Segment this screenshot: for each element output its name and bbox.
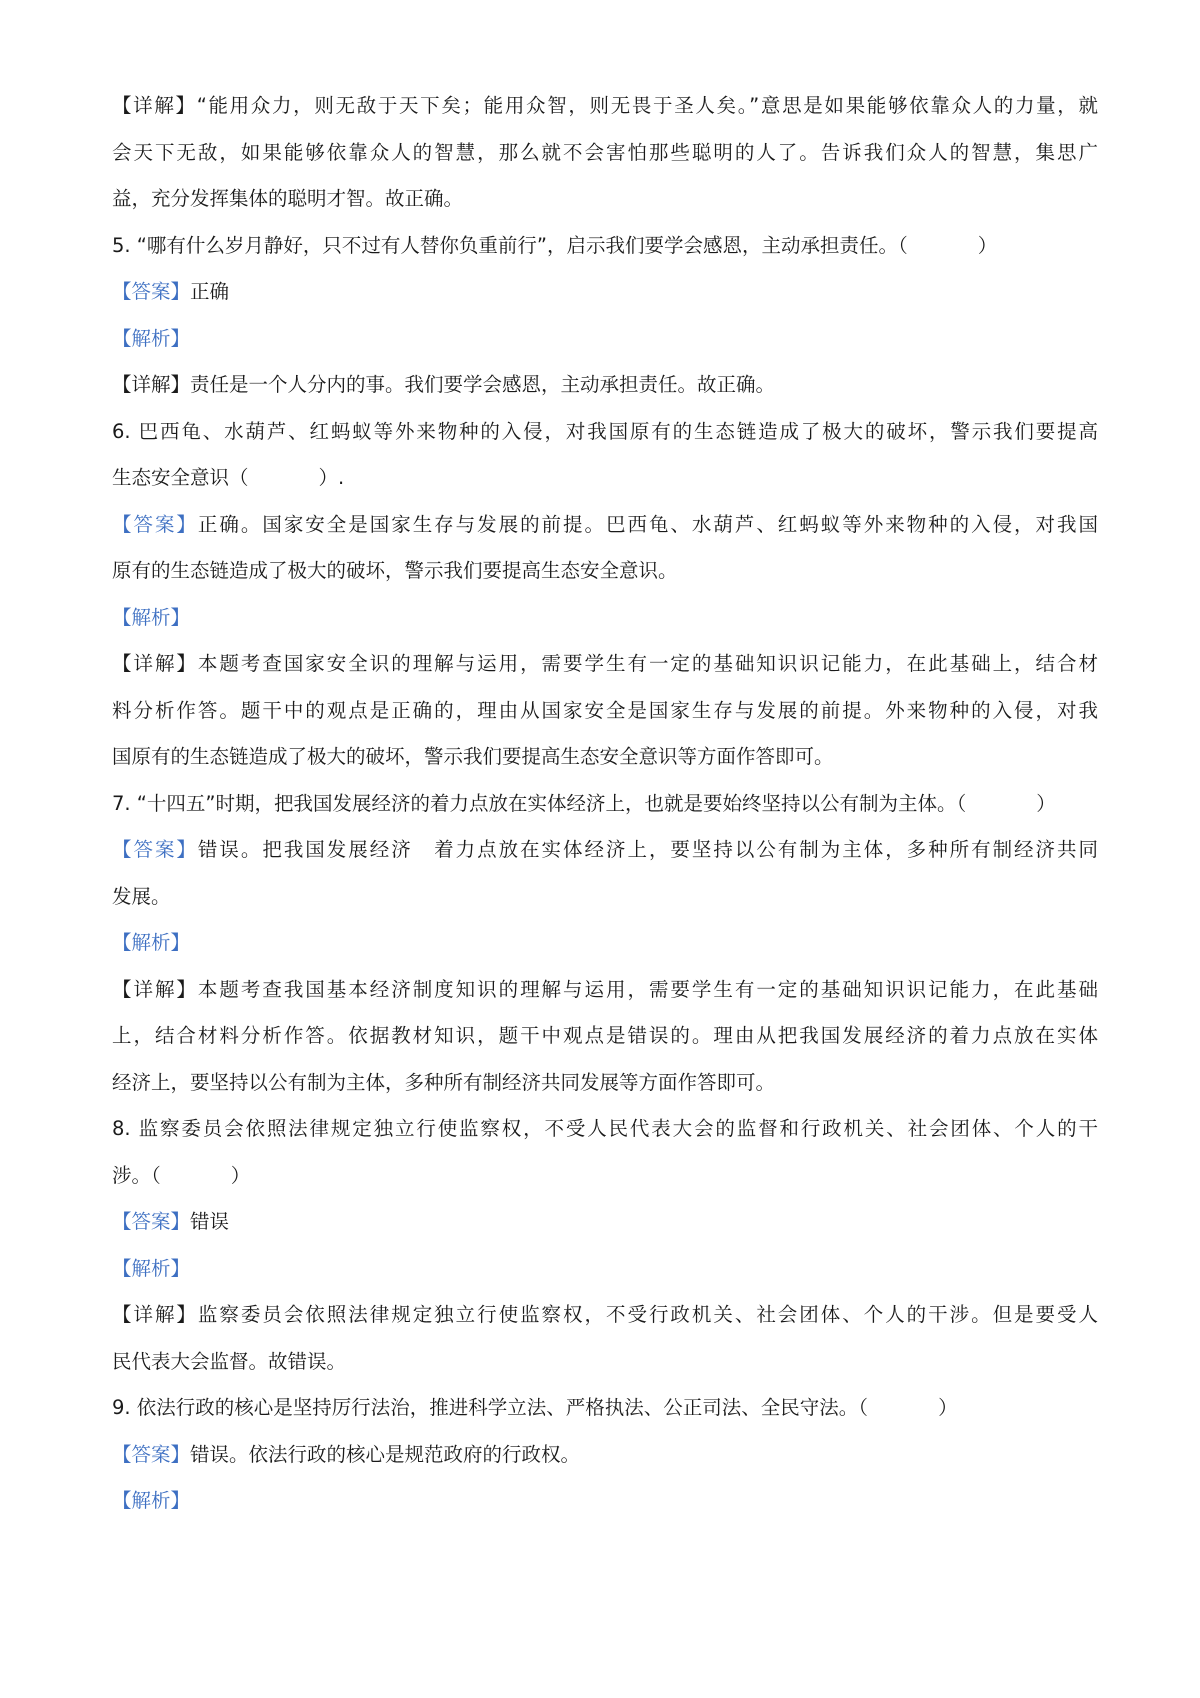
- analysis-tag: 【解析】: [112, 1257, 191, 1280]
- detail-tag: 【详解】: [112, 652, 198, 675]
- q7-question: 7. “十四五”时期，把我国发展经济的着力点放在实体经济上，也就是要始终坚持以公有制为主体。（ ）: [112, 792, 1056, 815]
- answer-tag: 【答案】: [112, 838, 198, 861]
- answer-tag: 【答案】: [112, 513, 198, 536]
- q7-analysis: [112, 929, 1098, 957]
- q6-analysis: [112, 604, 1098, 632]
- q7-answer-line-2: 发展。: [112, 885, 171, 908]
- q8-answer: 【答案】错误: [112, 1210, 230, 1233]
- answer-tag: 【答案】: [112, 1443, 191, 1466]
- q9-answer: 【答案】错误。依法行政的核心是规范政府的行政权。: [112, 1443, 581, 1466]
- q5-answer: 【答案】正确: [112, 280, 230, 303]
- q9-question: 9. 依法行政的核心是坚持厉行法治，推进科学立法、严格执法、公正司法、全民守法。（ ）: [112, 1396, 958, 1419]
- detail-tag: 【详解】: [112, 94, 197, 117]
- analysis-tag: 【解析】: [112, 931, 191, 954]
- analysis-tag: 【解析】: [112, 327, 191, 350]
- q8-question-line-2: 涉。（ ）: [112, 1164, 251, 1187]
- q7-detail-line-1: 【详解】本题考查我国基本经济制度知识的理解与运用，需要学生有一定的基础知识识记能力，在此基础: [112, 978, 1098, 1001]
- q8-detail-line-2: 民代表大会监督。故错误。: [112, 1350, 347, 1373]
- q4-detail-line-3: 益，充分发挥集体的聪明才智。故正确。: [112, 187, 464, 210]
- q6-detail-line-1: 【详解】本题考查国家安全识的理解与运用，需要学生有一定的基础知识识记能力，在此基础上，结合材: [112, 652, 1098, 675]
- q6-detail-line-3: 国原有的生态链造成了极大的破坏，警示我们要提高生态安全意识等方面作答即可。: [112, 745, 834, 768]
- analysis-tag: 【解析】: [112, 1489, 191, 1512]
- q5-question: 5. “哪有什么岁月静好，只不过有人替你负重前行”，启示我们要学会感恩，主动承担责任。（ ）: [112, 234, 998, 257]
- q9-analysis: [112, 1487, 1098, 1515]
- q7-answer-line-1: 【答案】错误。把我国发展经济 着力点放在实体经济上，要坚持以公有制为主体，多种所有制经济共同: [112, 838, 1098, 861]
- q6-detail-line-2: 料分析作答。题干中的观点是正确的，理由从国家安全是国家生存与发展的前提。外来物种的入侵，对我: [112, 699, 1098, 722]
- analysis-tag: 【解析】: [112, 606, 191, 629]
- q6-answer-line-2: 原有的生态链造成了极大的破坏，警示我们要提高生态安全意识。: [112, 559, 678, 582]
- q6-answer-line-1: 【答案】正确。国家安全是国家生存与发展的前提。巴西龟、水葫芦、红蚂蚁等外来物种的入侵，对我国: [112, 513, 1098, 536]
- q4-detail-line-2: 会天下无敌，如果能够依靠众人的智慧，那么就不会害怕那些聪明的人了。告诉我们众人的智慧，集思广: [112, 141, 1098, 164]
- q4-detail-line-1: 【详解】“能用众力，则无敌于天下矣；能用众智，则无畏于圣人矣。”意思是如果能够依靠众人的力量，就: [112, 94, 1098, 117]
- q6-question-line-1: 6. 巴西龟、水葫芦、红蚂蚁等外来物种的入侵，对我国原有的生态链造成了极大的破坏，警示我们要提高: [112, 420, 1098, 443]
- q8-question-line-1: 8. 监察委员会依照法律规定独立行使监察权，不受人民代表大会的监督和行政机关、社会团体、个人的干: [112, 1117, 1098, 1140]
- q5-analysis: [112, 325, 1098, 353]
- q5-detail: 【详解】责任是一个人分内的事。我们要学会感恩，主动承担责任。故正确。: [112, 373, 776, 396]
- q6-question-line-2: 生态安全意识（ ）.: [112, 466, 345, 489]
- q7-detail-line-2: 上，结合材料分析作答。依据教材知识，题干中观点是错误的。理由从把我国发展经济的着力点放在实体: [112, 1024, 1098, 1047]
- q8-analysis: [112, 1255, 1098, 1283]
- detail-tag: 【详解】: [112, 978, 198, 1001]
- answer-tag: 【答案】: [112, 280, 191, 303]
- detail-tag: 【详解】: [112, 373, 191, 396]
- answer-tag: 【答案】: [112, 1210, 191, 1233]
- detail-tag: 【详解】: [112, 1303, 198, 1326]
- q7-detail-line-3: 经济上，要坚持以公有制为主体，多种所有制经济共同发展等方面作答即可。: [112, 1071, 776, 1094]
- q8-detail-line-1: 【详解】监察委员会依照法律规定独立行使监察权，不受行政机关、社会团体、个人的干涉。但是要受人: [112, 1303, 1098, 1326]
